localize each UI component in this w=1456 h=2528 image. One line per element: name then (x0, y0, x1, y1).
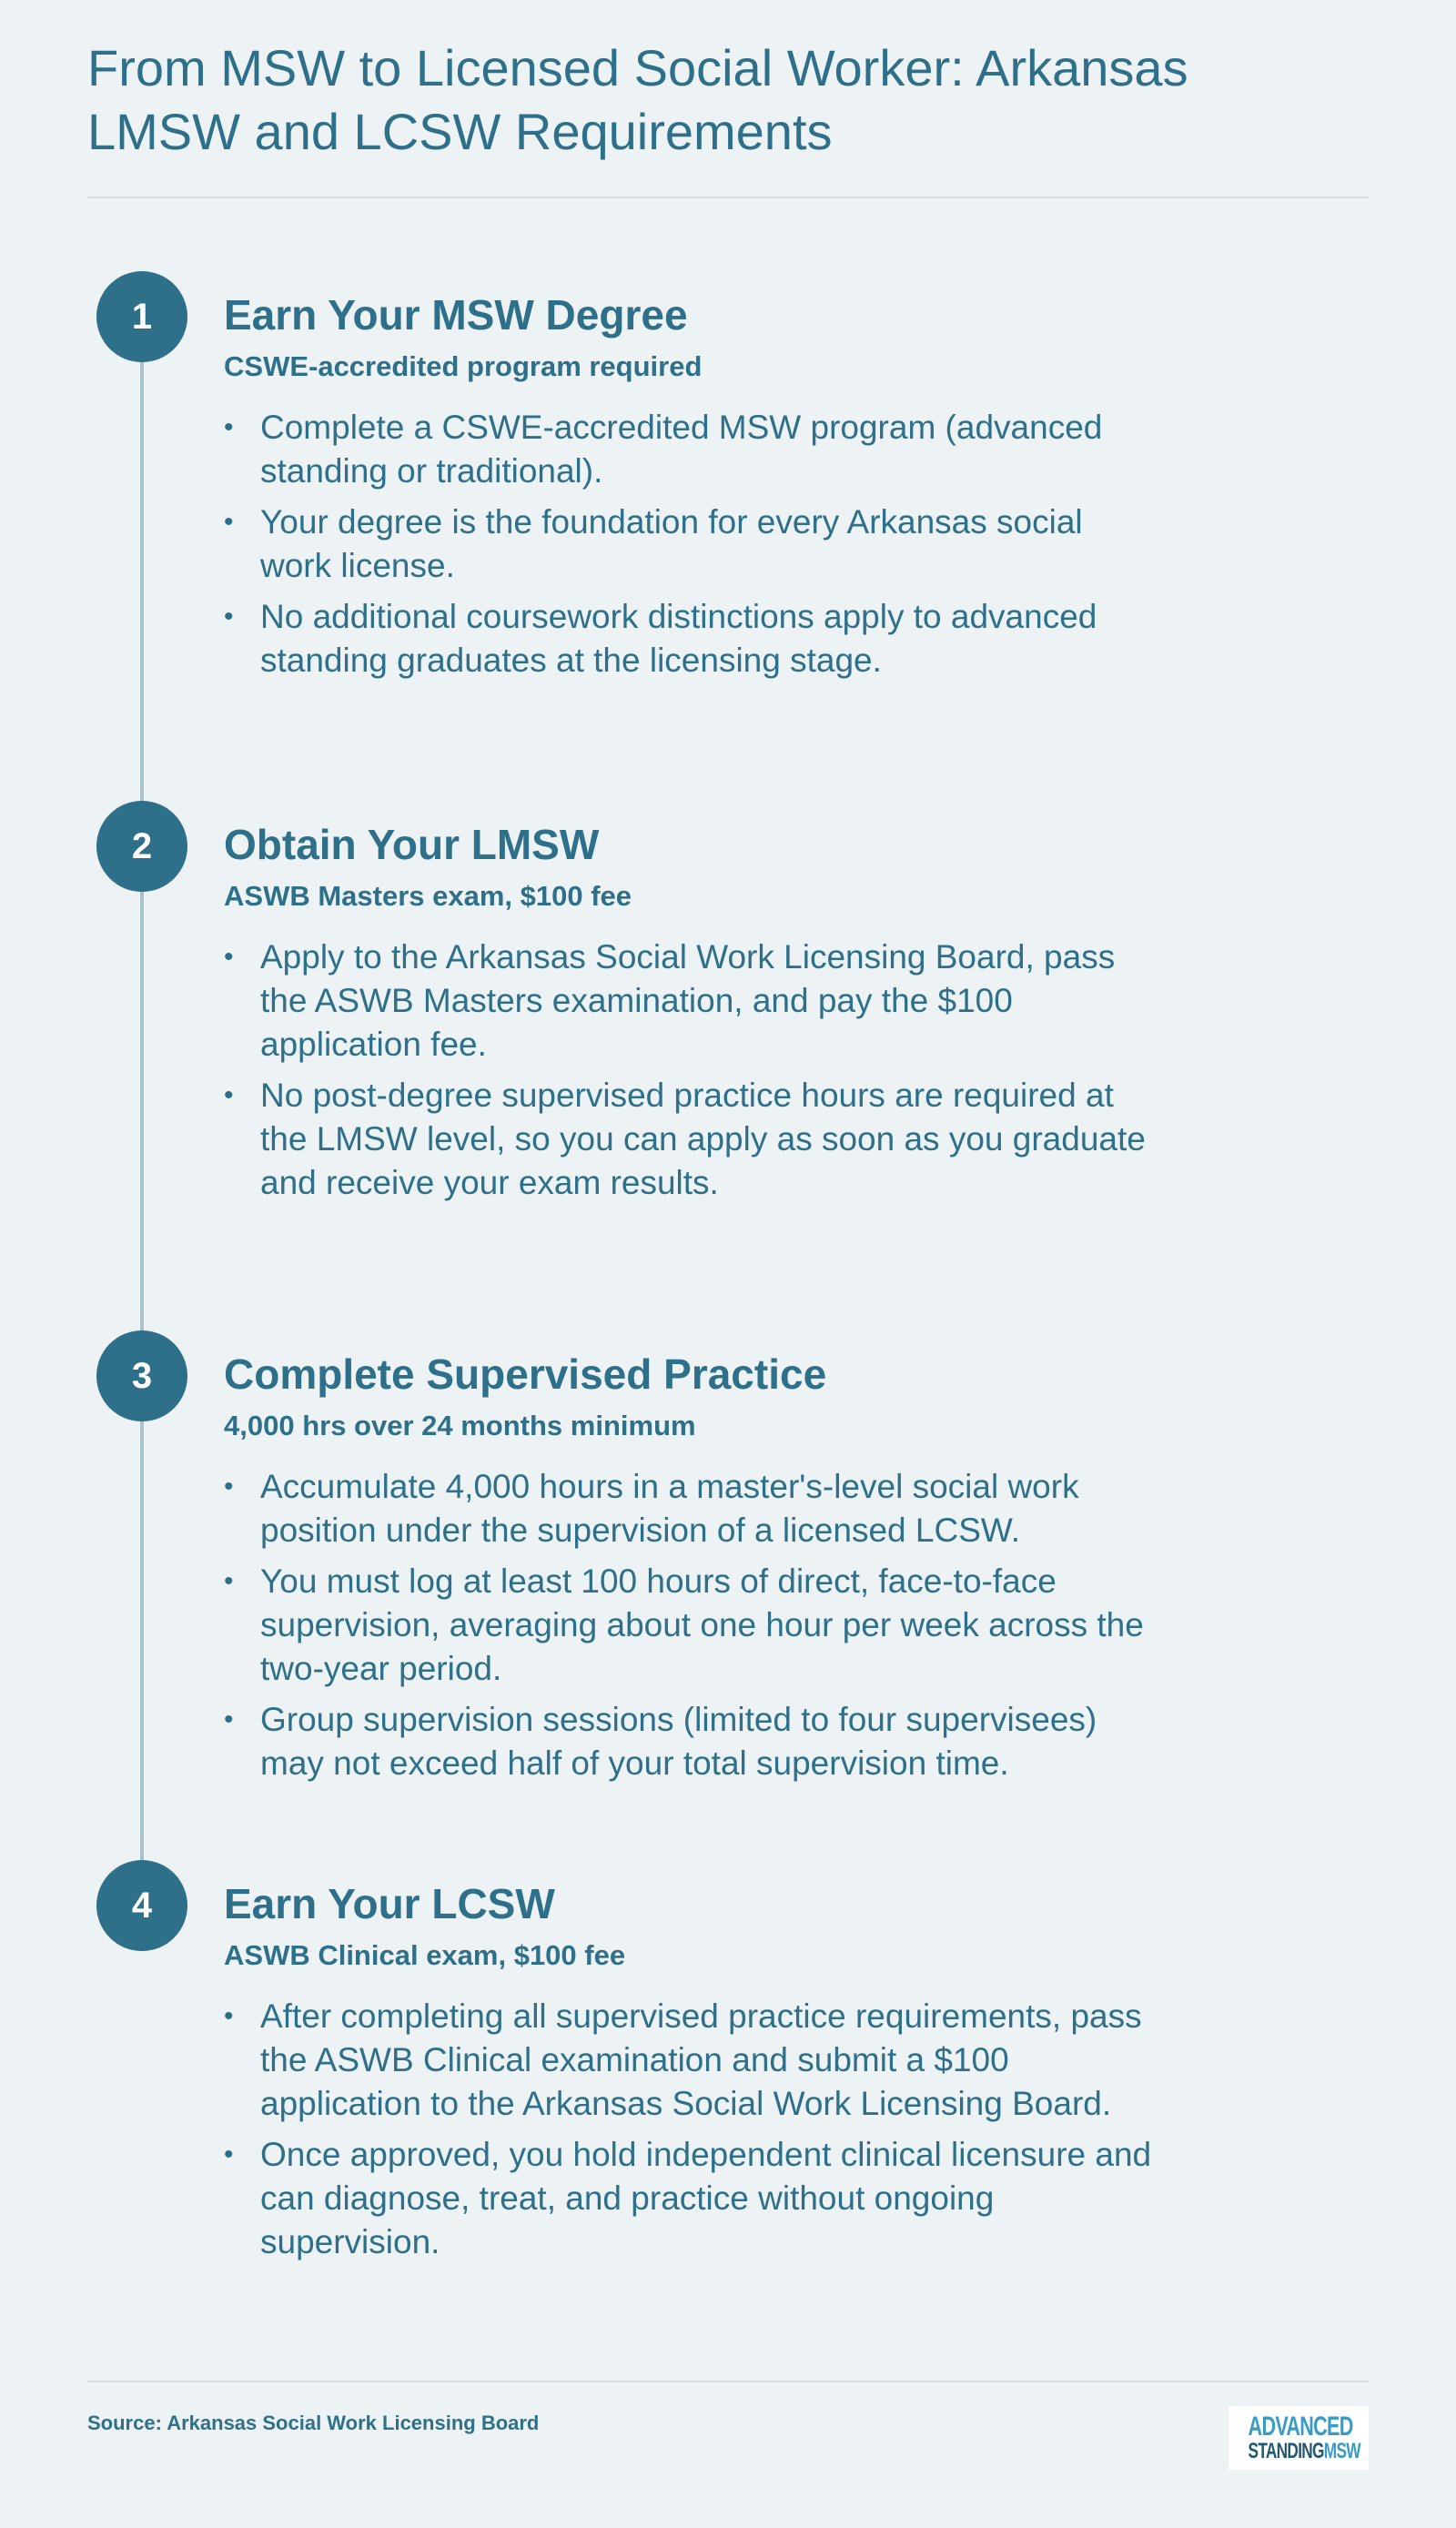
bullet-item: • No additional coursework distinctions apply to advanced standing graduates at the licensing stage. (224, 595, 1152, 683)
source-note: Source: Arkansas Social Work Licensing Board (87, 2412, 540, 2434)
logo-text-msw: MSW (1323, 2439, 1360, 2463)
timeline-connector (140, 317, 144, 1904)
bullet-item: • No post-degree supervised practice hours are required at the LMSW level, so you can apply as soon as you graduate and receive your exam results. (224, 1074, 1152, 1205)
step-subtitle: 4,000 hrs over 24 months minimum (224, 1410, 696, 1441)
step-number-badge: 3 (96, 1330, 187, 1421)
step-subtitle: ASWB Clinical exam, $100 fee (224, 1939, 626, 1971)
bullet-item: • After completing all supervised practice requirements, pass the ASWB Clinical examination and submit a $100 application to the Arkansas Social Work Licensing Board. (224, 1995, 1152, 2126)
step-subtitle: ASWB Masters exam, $100 fee (224, 880, 632, 912)
step-bullet-list (224, 1995, 1152, 2271)
bullet-item: • You must log at least 100 hours of direct, face-to-face supervision, averaging about one hour per week across the two-year period. (224, 1560, 1152, 1691)
logo-text-advanced: ADVANCED (1248, 2412, 1353, 2442)
bullet-item: • Your degree is the foundation for every Arkansas social work license. (224, 501, 1152, 588)
page-title: From MSW to Licensed Social Worker: Arkansas LMSW and LCSW Requirements (87, 39, 1188, 160)
bullet-item: • Complete a CSWE-accredited MSW program (advanced standing or traditional). (224, 406, 1152, 493)
step-bullet-list (224, 406, 1152, 690)
brand-logo (1228, 2406, 1369, 2470)
step-title: Complete Supervised Practice (224, 1350, 827, 1398)
step-number-badge: 2 (96, 801, 187, 892)
step-title: Earn Your LCSW (224, 1880, 555, 1927)
footer-divider (87, 2381, 1369, 2382)
step-bullet-list (224, 935, 1152, 1212)
bullet-item: • Apply to the Arkansas Social Work Licensing Board, pass the ASWB Masters examination, and pay the $100 application fee. (224, 935, 1152, 1067)
step-bullet-list (224, 1465, 1152, 1793)
bullet-item: • Accumulate 4,000 hours in a master's-level social work position under the supervision of a licensed LCSW. (224, 1465, 1152, 1552)
header-divider (87, 197, 1369, 198)
step-number-badge: 4 (96, 1860, 187, 1951)
step-title: Obtain Your LMSW (224, 821, 600, 868)
logo-text-standing-msw (1248, 2439, 1360, 2463)
bullet-item: • Group supervision sessions (limited to four supervisees) may not exceed half of your total supervision time. (224, 1698, 1152, 1785)
step-subtitle: CSWE-accredited program required (224, 350, 703, 382)
logo-text-standing: STANDING (1248, 2439, 1324, 2463)
bullet-item: • Once approved, you hold independent clinical licensure and can diagnose, treat, and practice without ongoing supervision. (224, 2133, 1152, 2264)
step-number-badge: 1 (96, 271, 187, 362)
step-title: Earn Your MSW Degree (224, 291, 688, 339)
